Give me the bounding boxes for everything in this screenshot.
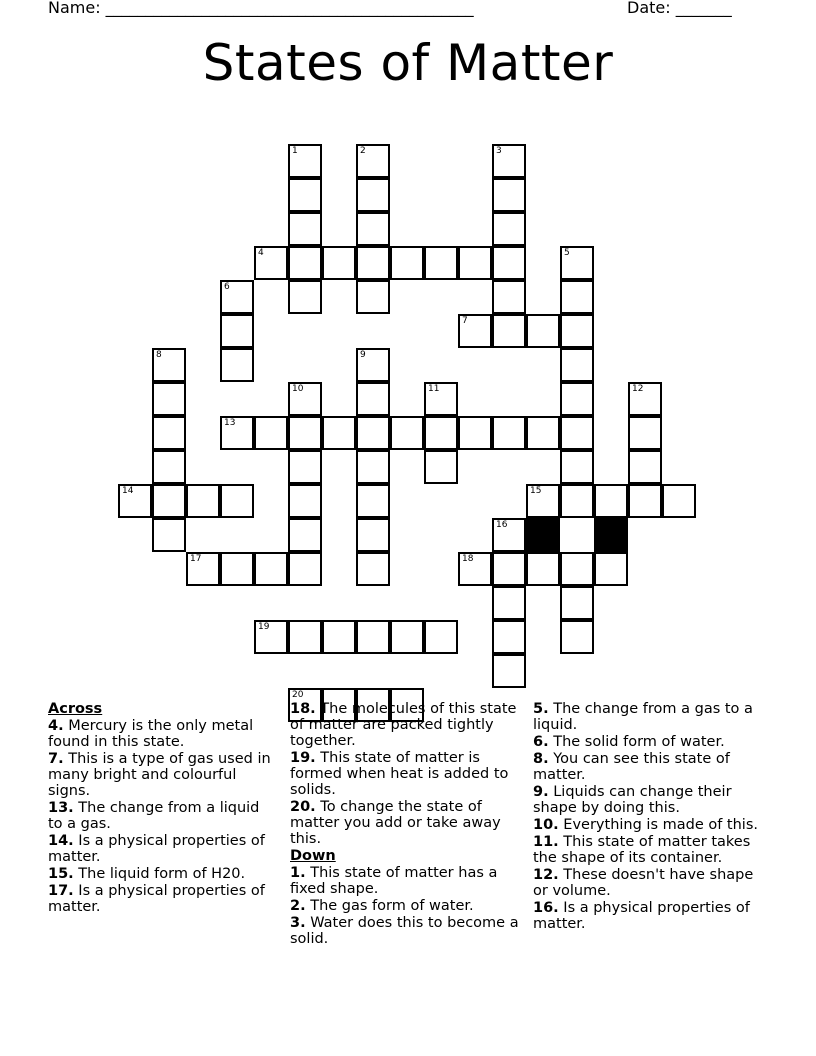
crossword-cell[interactable] [628, 416, 662, 450]
crossword-cell[interactable] [288, 178, 322, 212]
clue-number: 3. [290, 915, 306, 931]
crossword-cell[interactable] [220, 314, 254, 348]
crossword-cell[interactable] [560, 586, 594, 620]
down-heading: Down [290, 848, 336, 864]
crossword-cell[interactable] [390, 246, 424, 280]
crossword-cell[interactable] [526, 416, 560, 450]
crossword-cell[interactable] [492, 246, 526, 280]
clue-text: The change from a gas to a liquid. [533, 701, 753, 733]
clues-column-3 [533, 700, 768, 932]
cell-number: 8 [156, 350, 162, 360]
crossword-cell[interactable] [492, 212, 526, 246]
clue-text: These doesn't have shape or volume. [533, 867, 754, 899]
crossword-cell[interactable] [322, 246, 356, 280]
crossword-cell[interactable] [390, 416, 424, 450]
clue-text: This is a type of gas used in many bright and colourful signs. [48, 751, 271, 799]
clue-text: Water does this to become a solid. [290, 915, 519, 947]
clue-number: 6. [533, 734, 549, 750]
cell-number: 6 [224, 282, 230, 292]
cell-number: 14 [122, 486, 134, 496]
clue-across-19 [290, 750, 522, 798]
clue-text: The gas form of water. [310, 898, 474, 914]
cell-number: 18 [462, 554, 474, 564]
crossword-cell[interactable] [254, 552, 288, 586]
crossword-cell[interactable] [594, 552, 628, 586]
clue-text: The solid form of water. [553, 734, 725, 750]
cell-number: 12 [632, 384, 644, 394]
crossword-cell[interactable] [492, 144, 526, 178]
crossword-cell[interactable] [458, 552, 492, 586]
crossword-cell[interactable] [628, 382, 662, 416]
crossword-cell[interactable] [288, 212, 322, 246]
clue-down-2 [290, 898, 522, 914]
cell-number: 15 [530, 486, 542, 496]
clue-across-13 [48, 800, 273, 832]
clue-number: 19. [290, 750, 316, 766]
crossword-cell[interactable] [322, 416, 356, 450]
clue-text: Mercury is the only metal found in this state. [48, 718, 254, 750]
clue-across-17 [48, 883, 273, 915]
crossword-cell[interactable] [492, 552, 526, 586]
crossword-cell[interactable] [356, 518, 390, 552]
clue-text: The molecules of this state of matter are packed tightly together. [290, 701, 517, 749]
crossword-cell[interactable] [492, 178, 526, 212]
crossword-cell[interactable] [288, 382, 322, 416]
crossword-cell[interactable] [356, 178, 390, 212]
crossword-cell[interactable] [254, 246, 288, 280]
clue-down-3 [290, 915, 522, 947]
clue-text: Is a physical properties of matter. [533, 900, 750, 932]
clue-text: Liquids can change their shape by doing this. [533, 784, 732, 816]
crossword-cell[interactable] [118, 484, 152, 518]
crossword-cell[interactable] [220, 348, 254, 382]
cell-number: 17 [190, 554, 202, 564]
clue-number: 11. [533, 834, 559, 850]
crossword-cell[interactable] [560, 314, 594, 348]
crossword-cell[interactable] [560, 246, 594, 280]
crossword-cell[interactable] [356, 484, 390, 518]
clue-down-11 [533, 834, 768, 866]
crossword-cell[interactable] [356, 144, 390, 178]
crossword-cell[interactable] [288, 518, 322, 552]
crossword-cell[interactable] [152, 518, 186, 552]
cell-number: 19 [258, 622, 270, 632]
crossword-cell[interactable] [356, 620, 390, 654]
clue-down-5 [533, 701, 768, 733]
crossword-cell[interactable] [288, 450, 322, 484]
clue-across-14 [48, 833, 273, 865]
clue-text: Everything is made of this. [563, 817, 758, 833]
crossword-cell[interactable] [186, 552, 220, 586]
crossword-cell[interactable] [492, 620, 526, 654]
crossword-cell[interactable] [220, 552, 254, 586]
crossword-cell[interactable] [560, 484, 594, 518]
crossword-cell[interactable] [492, 586, 526, 620]
crossword-cell[interactable] [322, 620, 356, 654]
crossword-cell[interactable] [492, 280, 526, 314]
crossword-cell[interactable] [458, 246, 492, 280]
crossword-cell[interactable] [492, 518, 526, 552]
cell-number: 1 [292, 146, 298, 156]
clue-number: 15. [48, 866, 74, 882]
cell-number: 4 [258, 248, 264, 258]
crossword-cell[interactable] [390, 620, 424, 654]
across-heading: Across [48, 701, 103, 717]
crossword-cell[interactable] [526, 552, 560, 586]
crossword-cell[interactable] [356, 552, 390, 586]
crossword-cell[interactable] [152, 348, 186, 382]
crossword-cell[interactable] [288, 552, 322, 586]
clue-across-4 [48, 718, 273, 750]
crossword-cell[interactable] [186, 484, 220, 518]
clue-down-9 [533, 784, 768, 816]
clue-number: 8. [533, 751, 549, 767]
crossword-cell[interactable] [424, 416, 458, 450]
clue-number: 9. [533, 784, 549, 800]
clue-text: This state of matter takes the shape of its container. [533, 834, 751, 866]
crossword-cell[interactable] [152, 382, 186, 416]
clue-number: 17. [48, 883, 74, 899]
crossword-black-cell [594, 518, 628, 552]
crossword-cell[interactable] [492, 416, 526, 450]
crossword-cell[interactable] [560, 416, 594, 450]
cell-number: 5 [564, 248, 570, 258]
crossword-cell[interactable] [526, 484, 560, 518]
crossword-cell[interactable] [628, 450, 662, 484]
crossword-cell[interactable] [424, 620, 458, 654]
crossword-cell[interactable] [458, 314, 492, 348]
crossword-cell[interactable] [152, 416, 186, 450]
cell-number: 11 [428, 384, 440, 394]
cell-number: 7 [462, 316, 468, 326]
crossword-cell[interactable] [356, 280, 390, 314]
clue-down-12 [533, 867, 768, 899]
crossword-cell[interactable] [492, 314, 526, 348]
crossword-cell[interactable] [288, 416, 322, 450]
clue-number: 16. [533, 900, 559, 916]
crossword-cell[interactable] [424, 246, 458, 280]
crossword-black-cell [526, 518, 560, 552]
clue-across-18 [290, 701, 522, 749]
clue-text: You can see this state of matter. [533, 751, 730, 783]
crossword-cell[interactable] [356, 450, 390, 484]
clue-number: 5. [533, 701, 549, 717]
cell-number: 16 [496, 520, 508, 530]
clue-number: 12. [533, 867, 559, 883]
crossword-cell[interactable] [560, 620, 594, 654]
page-title: States of Matter [202, 34, 614, 92]
crossword-cell[interactable] [458, 416, 492, 450]
crossword-cell[interactable] [152, 484, 186, 518]
crossword-cell[interactable] [152, 450, 186, 484]
crossword-cell[interactable] [288, 144, 322, 178]
clue-across-15 [48, 866, 273, 882]
cell-number: 20 [292, 690, 304, 700]
clue-number: 20. [290, 799, 316, 815]
clue-down-16 [533, 900, 768, 932]
crossword-cell[interactable] [356, 382, 390, 416]
clue-number: 13. [48, 800, 74, 816]
clue-down-6 [533, 734, 768, 750]
crossword-cell[interactable] [560, 280, 594, 314]
clue-number: 18. [290, 701, 316, 717]
crossword-cell[interactable] [356, 348, 390, 382]
clue-text: Is a physical properties of matter. [48, 833, 265, 865]
cell-number: 2 [360, 146, 366, 156]
clue-text: Is a physical properties of matter. [48, 883, 265, 915]
crossword-cell[interactable] [424, 450, 458, 484]
clue-number: 2. [290, 898, 306, 914]
crossword-cell[interactable] [288, 246, 322, 280]
crossword-cell[interactable] [526, 314, 560, 348]
cell-number: 9 [360, 350, 366, 360]
crossword-cell[interactable] [254, 416, 288, 450]
clue-number: 4. [48, 718, 64, 734]
clue-down-1 [290, 865, 522, 897]
crossword-cell[interactable] [628, 484, 662, 518]
date-field-label: Date: _______ [627, 0, 732, 17]
crossword-cell[interactable] [220, 280, 254, 314]
crossword-cell[interactable] [560, 450, 594, 484]
clue-number: 1. [290, 865, 306, 881]
clue-text: To change the state of matter you add or take away this. [290, 799, 501, 847]
crossword-cell[interactable] [594, 484, 628, 518]
crossword-cell[interactable] [288, 484, 322, 518]
clue-across-20 [290, 799, 522, 847]
crossword-cell[interactable] [356, 246, 390, 280]
crossword-cell[interactable] [424, 382, 458, 416]
crossword-cell[interactable] [288, 620, 322, 654]
name-field-label: Name: ______________________________________________ [48, 0, 474, 17]
clues-column-2 [290, 700, 522, 947]
cell-number: 13 [224, 418, 236, 428]
clue-number: 14. [48, 833, 74, 849]
crossword-cell[interactable] [220, 416, 254, 450]
crossword-cell[interactable] [356, 212, 390, 246]
cell-number: 3 [496, 146, 502, 156]
crossword-cell[interactable] [288, 280, 322, 314]
crossword-cell[interactable] [492, 654, 526, 688]
crossword-cell[interactable] [662, 484, 696, 518]
clue-text: The liquid form of H20. [78, 866, 246, 882]
crossword-cell[interactable] [220, 484, 254, 518]
crossword-cell[interactable] [560, 382, 594, 416]
clue-number: 7. [48, 751, 64, 767]
clue-across-7 [48, 751, 273, 799]
crossword-cell[interactable] [560, 552, 594, 586]
clue-text: The change from a liquid to a gas. [48, 800, 260, 832]
clue-text: This state of matter has a fixed shape. [290, 865, 498, 897]
crossword-cell[interactable] [254, 620, 288, 654]
clues-column-1 [48, 700, 273, 915]
clue-text: This state of matter is formed when heat is added to solids. [290, 750, 509, 798]
crossword-cell[interactable] [356, 416, 390, 450]
clue-down-10 [533, 817, 768, 833]
cell-number: 10 [292, 384, 304, 394]
clue-number: 10. [533, 817, 559, 833]
clue-down-8 [533, 751, 768, 783]
crossword-cell[interactable] [560, 348, 594, 382]
